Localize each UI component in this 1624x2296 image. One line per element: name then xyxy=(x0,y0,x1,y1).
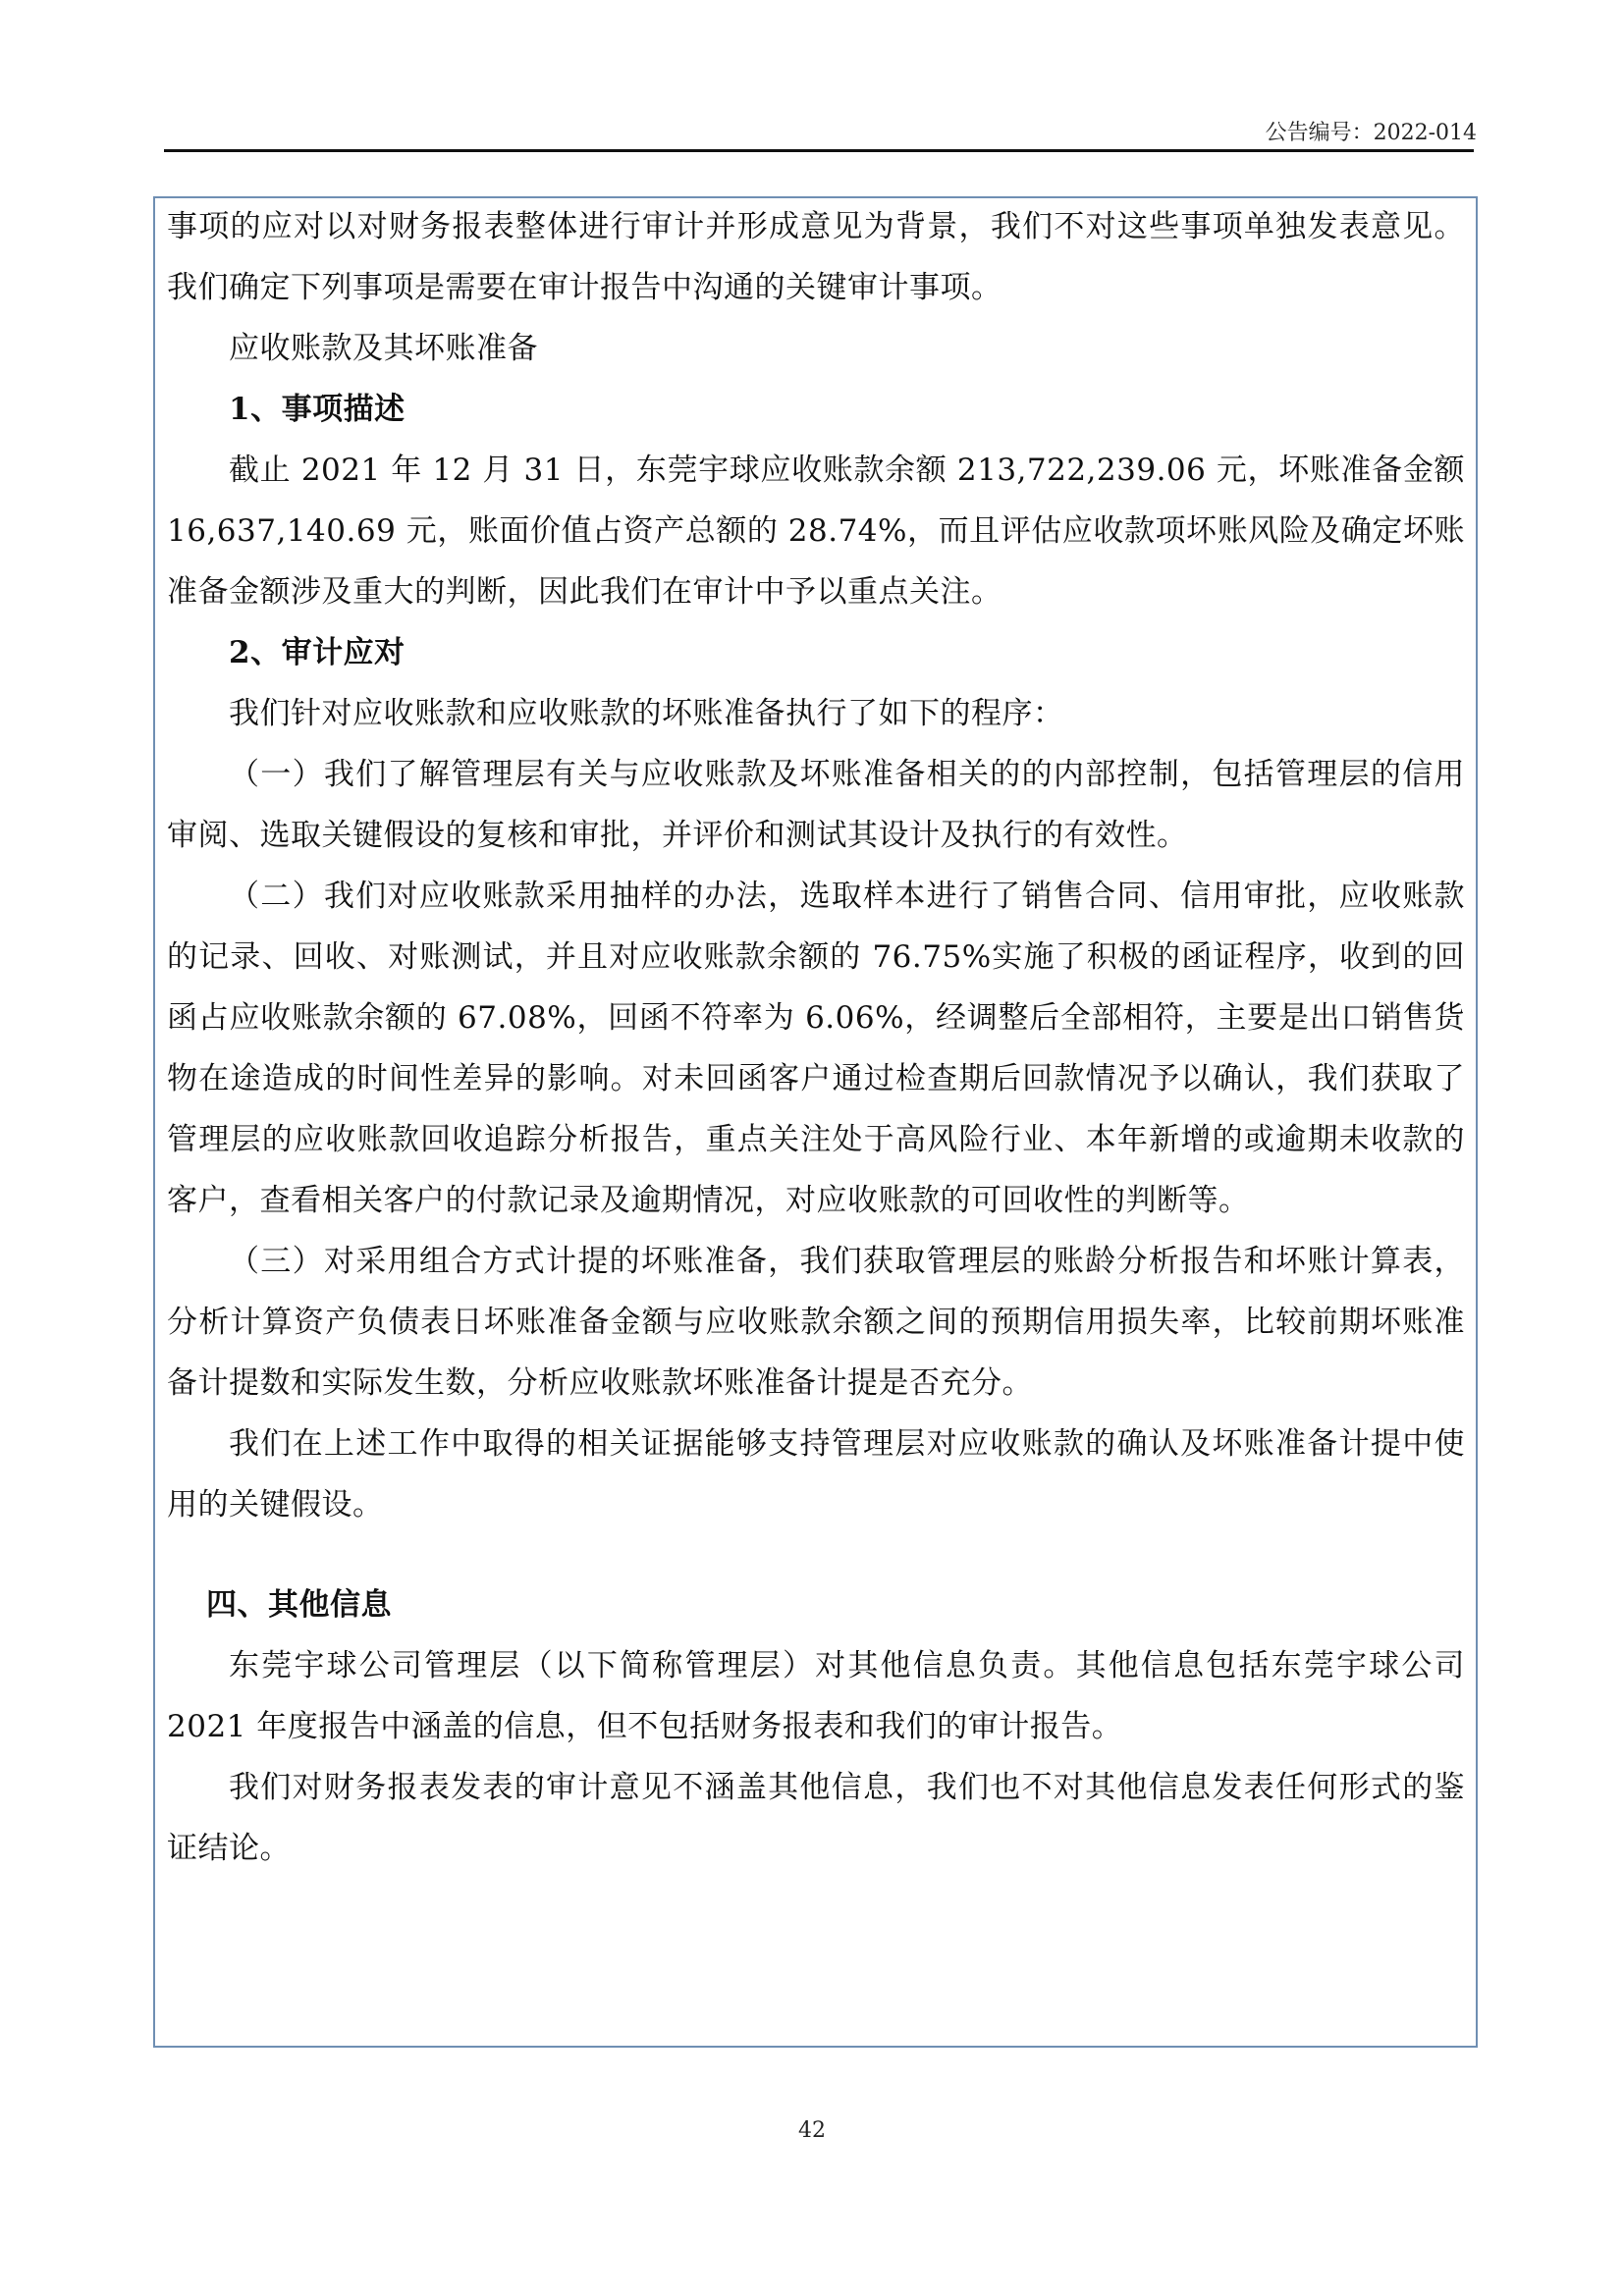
intro-paragraph: 事项的应对以对财务报表整体进行审计并形成意见为背景，我们不对这些事项单独发表意见。我们确定下列事项是需要在审计报告中沟通的关键审计事项。 xyxy=(167,209,1465,305)
audit-response-intro: 我们针对应收账款和应收账款的坏账准备执行了如下的程序： xyxy=(229,696,1064,731)
page-number: 42 xyxy=(798,2118,826,2143)
other-information-heading: 四、其他信息 xyxy=(206,1587,392,1623)
procedure-step-3: （三）对采用组合方式计提的坏账准备，我们获取管理层的账龄分析报告和坏账计算表，分析计算资产负债表日坏账准备金额与应收账款余额之间的预期信用损失率，比较前期坏账准备计提数和实际发生数，分析应收账款坏账准备计提是否充分。 xyxy=(167,1244,1465,1401)
description-paragraph: 截止 2021 年 12 月 31 日，东莞宇球应收账款余额 213,722,239.06 元，坏账准备金额 16,637,140.69 元，账面价值占资产总额的 28.74%，而且评估应收款项坏账风险及确定坏账准备金额涉及重大的判断，因此我们在审计中予以重点关注。 xyxy=(167,453,1465,610)
procedure-step-2: （二）我们对应收账款采用抽样的办法，选取样本进行了销售合同、信用审批，应收账款的记录、回收、对账测试，并且对应收账款余额的 76.75%实施了积极的函证程序，收到的回函占应收账款余额的 67.08%，回函不符率为 6.06%，经调整后全部相符，主要是出口销售货物在途造成的时间性差异的影响。对未回函客户通过检查期后回款情况予以确认，我们获取了管理层的应收账款回收追踪分析报告，重点关注处于高风险行业、本年新增的或逾期未收款的客户，查看相关客户的付款记录及逾期情况，对应收账款的可回收性的判断等。 xyxy=(167,879,1465,1218)
other-information-paragraph-2: 我们对财务报表发表的审计意见不涵盖其他信息，我们也不对其他信息发表任何形式的鉴证结论。 xyxy=(167,1770,1465,1866)
description-heading: 1、事项描述 xyxy=(229,392,406,427)
document-code: 公告编号：2022-014 xyxy=(1265,121,1477,145)
header-divider xyxy=(164,149,1474,152)
audit-response-heading: 2、审计应对 xyxy=(229,635,406,670)
conclusion-paragraph: 我们在上述工作中取得的相关证据能够支持管理层对应收账款的确认及坏账准备计提中使用的关键假设。 xyxy=(167,1426,1465,1522)
procedure-step-1: （一）我们了解管理层有关与应收账款及坏账准备相关的的内部控制，包括管理层的信用审阅、选取关键假设的复核和审批，并评价和测试其设计及执行的有效性。 xyxy=(167,757,1465,853)
report-body xyxy=(167,196,1465,1879)
other-information-paragraph-1: 东莞宇球公司管理层（以下简称管理层）对其他信息负责。其他信息包括东莞宇球公司 2021 年度报告中涵盖的信息，但不包括财务报表和我们的审计报告。 xyxy=(167,1648,1465,1744)
key-matter-title: 应收账款及其坏账准备 xyxy=(229,331,538,366)
